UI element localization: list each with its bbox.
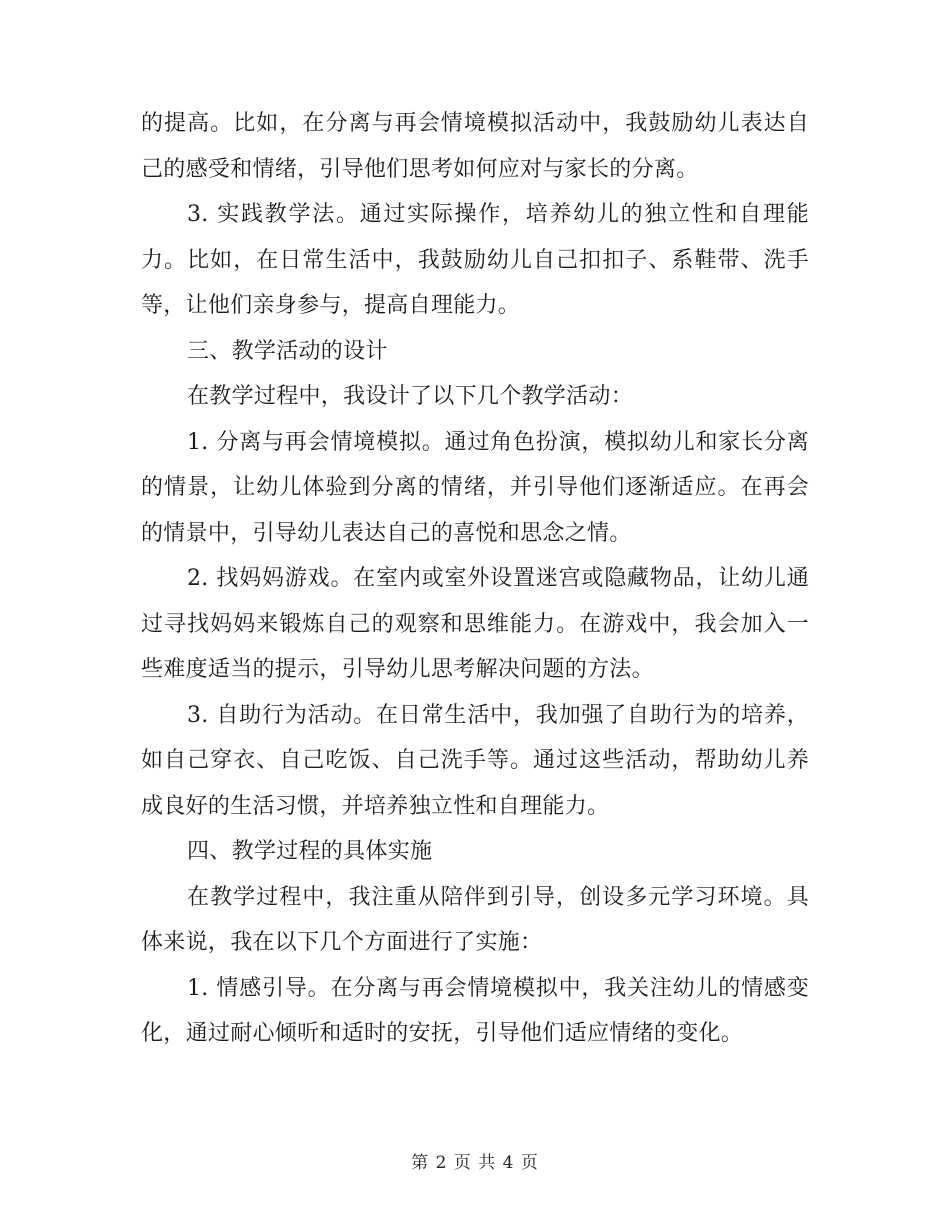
paragraph-activity-3: 3. 自助行为活动。在日常生活中，我加强了自助行为的培养，如自己穿衣、自己吃饭、自己洗手等。通过这些活动，帮助幼儿养成良好的生活习惯，并培养独立性和自理能力。 (141, 702, 809, 819)
paragraph-implementation-intro: 在教学过程中，我注重从陪伴到引导，创设多元学习环境。具体来说，我在以下几个方面进行了实施： (141, 884, 809, 955)
section-heading-activity-design: 三、教学活动的设计 (187, 338, 388, 364)
paragraph-continuation: 的提高。比如，在分离与再会情境模拟活动中，我鼓励幼儿表达自己的感受和情绪，引导他们思考如何应对与家长的分离。 (141, 111, 809, 182)
section-heading-implementation: 四、教学过程的具体实施 (187, 839, 433, 864)
paragraph-practice-method: 3. 实践教学法。通过实际操作，培养幼儿的独立性和自理能力。比如，在日常生活中，我鼓励幼儿自己扣扣子、系鞋带、洗手等，让他们亲身参与，提高自理能力。 (141, 202, 809, 318)
paragraph-activity-intro: 在教学过程中，我设计了以下几个教学活动： (187, 384, 634, 409)
paragraph-activity-2: 2. 找妈妈游戏。在室内或室外设置迷宫或隐藏物品，让幼儿通过寻找妈妈来锻炼自己的观察和思维能力。在游戏中，我会加入一些难度适当的提示，引导幼儿思考解决问题的方法。 (141, 566, 809, 682)
document-body (141, 101, 809, 1057)
paragraph-implementation-1: 1. 情感引导。在分离与再会情境模拟中，我关注幼儿的情感变化，通过耐心倾听和适时的安抚，引导他们适应情绪的变化。 (141, 975, 809, 1046)
page-footer: 第 2 页 共 4 页 (411, 1153, 539, 1173)
paragraph-activity-1: 1. 分离与再会情境模拟。通过角色扮演，模拟幼儿和家长分离的情景，让幼儿体验到分离的情绪，并引导他们逐渐适应。在再会的情景中，引导幼儿表达自己的喜悦和思念之情。 (141, 429, 809, 546)
